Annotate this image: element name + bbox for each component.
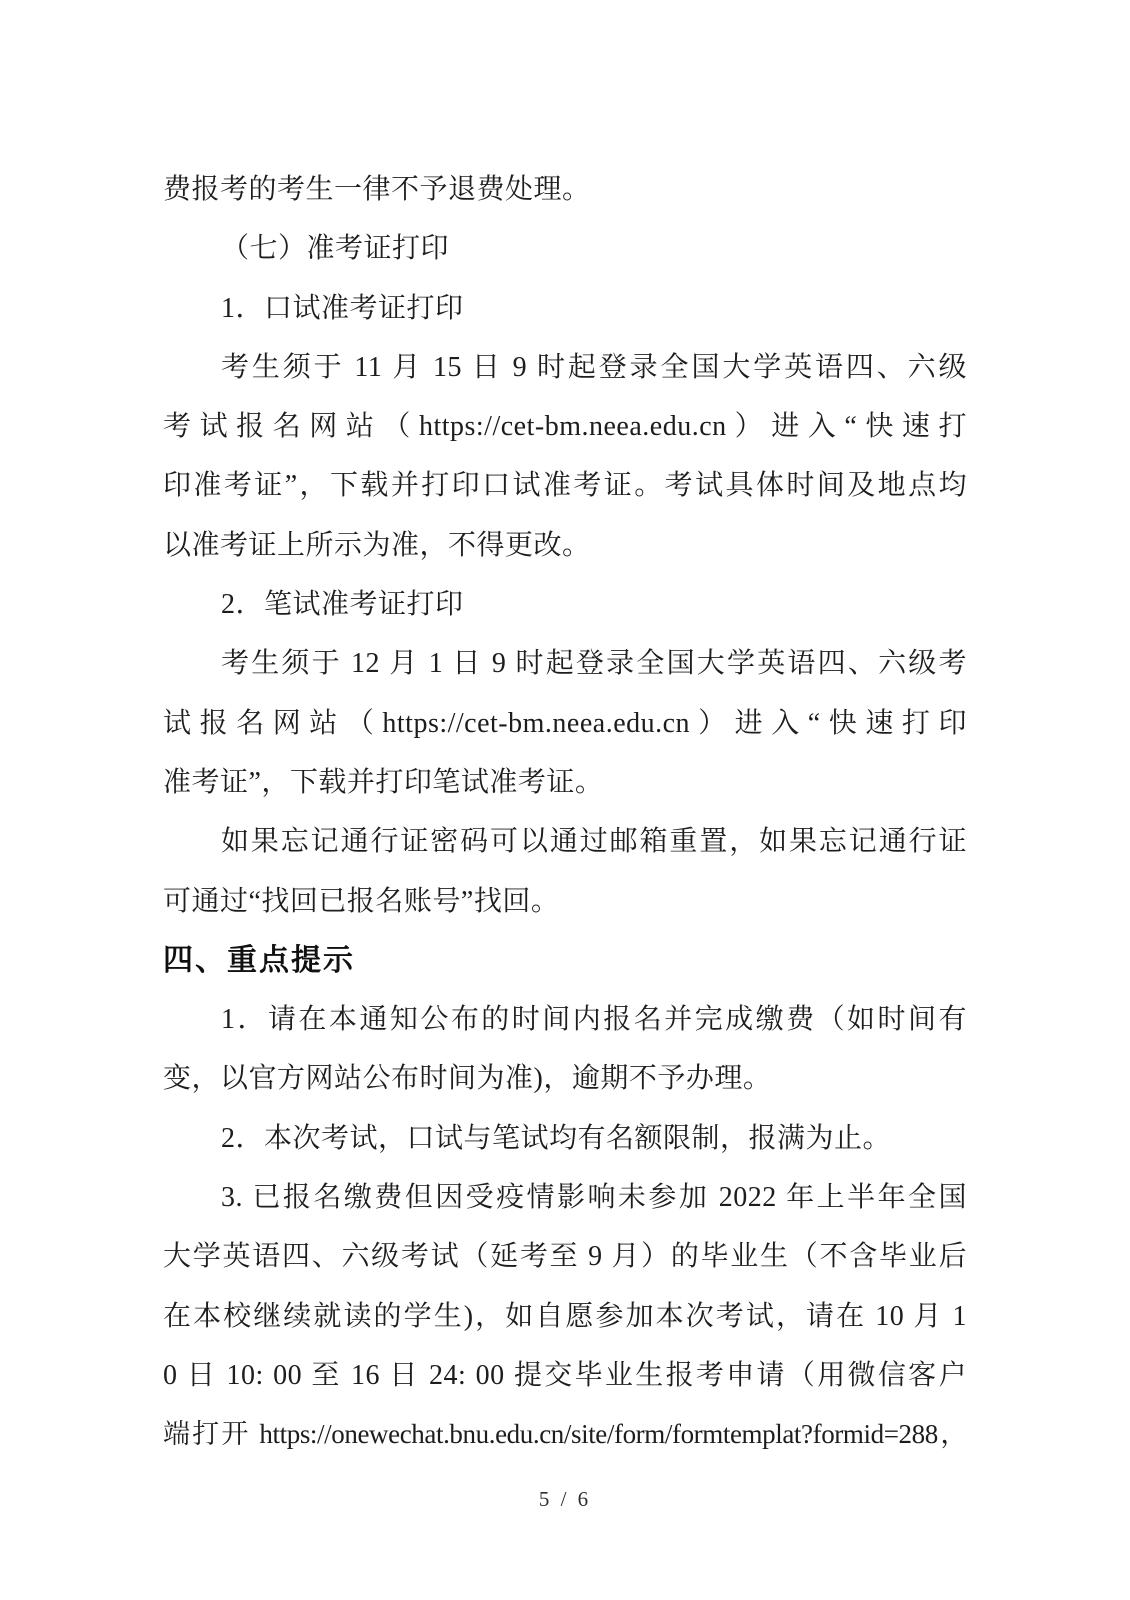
text-line: 变，以官方网站公布时间为准)，逾期不予办理。	[163, 1063, 772, 1095]
text-line: 在本校继续就读的学生)，如自愿参加本次考试，请在 10 月 1	[163, 1300, 967, 1332]
text-line: 试报名网站（https://cet-bm.neea.edu.cn）进入“快速打印	[163, 707, 967, 739]
text-line: 3. 已报名缴费但因受疫情影响未参加 2022 年上半年全国	[221, 1182, 967, 1214]
text-line: 准考证”，下载并打印笔试准考证。	[163, 766, 604, 798]
text-line: （七）准考证打印	[221, 233, 450, 265]
text-line: 2．笔试准考证打印	[221, 589, 464, 621]
text-line: 1．口试准考证打印	[221, 292, 464, 324]
text-line: 考生须于 12 月 1 日 9 时起登录全国大学英语四、六级考	[221, 648, 967, 680]
document-body	[163, 160, 967, 1465]
text-line: 如果忘记通行证密码可以通过邮箱重置，如果忘记通行证	[221, 826, 967, 858]
text-line: 费报考的考生一律不予退费处理。	[163, 174, 591, 205]
text-line-url: 端打开 https://onewechat.bnu.edu.cn/site/form/formtemplat?formid=288，	[163, 1419, 967, 1450]
text-line: 考试报名网站（https://cet-bm.neea.edu.cn）进入“快速打	[163, 411, 967, 443]
text-line: 印准考证”，下载并打印口试准考证。考试具体时间及地点均	[163, 470, 967, 502]
section-heading: 四、重点提示	[163, 943, 355, 977]
text-line: 0 日 10: 00 至 16 日 24: 00 提交毕业生报考申请（用微信客户	[163, 1359, 967, 1391]
text-line: 可通过“找回已报名账号”找回。	[163, 885, 560, 917]
text-line: 1．请在本通知公布的时间内报名并完成缴费（如时间有	[221, 1004, 967, 1036]
text-line: 2．本次考试，口试与笔试均有名额限制，报满为止。	[221, 1122, 892, 1154]
text-line: 大学英语四、六级考试（延考至 9 月）的毕业生（不含毕业后	[163, 1241, 967, 1273]
page-number: 5 / 6	[538, 1487, 592, 1511]
text-line: 以准考证上所示为准，不得更改。	[163, 529, 591, 561]
text-line: 考生须于 11 月 15 日 9 时起登录全国大学英语四、六级	[221, 351, 967, 383]
